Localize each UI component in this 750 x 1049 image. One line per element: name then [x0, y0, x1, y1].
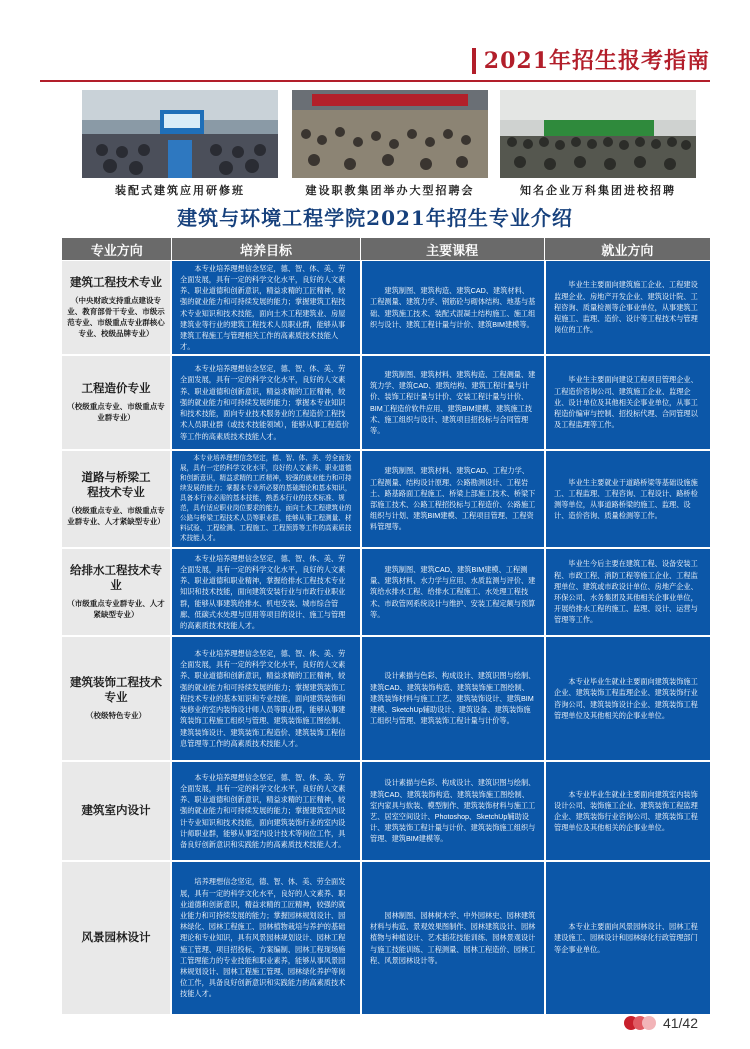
major-tag: （中央财政支持重点建设专业、教育部骨干专业、市级示范专业、市级重点专业群核心专业、校级品牌专业） [67, 296, 165, 338]
table-row [62, 356, 710, 449]
major-cell [62, 261, 172, 354]
goal-cell [172, 637, 360, 760]
courses-cell [360, 862, 544, 1014]
career-cell [544, 762, 710, 860]
table-row [62, 549, 710, 635]
major-name: 给排水工程技术专业 [70, 565, 162, 592]
page-number: 41/42 [662, 1015, 698, 1031]
major-cell [62, 862, 172, 1014]
career-text: 本专业毕业生就业主要面向建筑室内装饰设计公司、装饰施工企业、建筑装饰工程监理企业、建筑装饰行业咨询公司、建筑装饰工程管理单位及其他相关的企事业单位。 [554, 789, 698, 833]
career-text: 毕业生主要面向建设工程项目管理企业、工程造价咨询公司、建筑施工企业、监理企业、设计单位及其他相关企事业单位，从事工程造价编审与控制、招投标代理、合同管理以及工程监理等工作。 [554, 375, 698, 430]
header-goal: 培养目标 [171, 238, 359, 260]
career-cell [544, 637, 710, 760]
goal-text: 本专业培养理想信念坚定，德、智、体、美、劳全面发展，具有一定的科学文化水平，良好的人文素养、职业道德和创新意识，精益求精的工匠精神，较强的就业能力和可持续发展的能力；掌握建筑装饰工程技术专业的基本知识和专业技能，面向建筑装饰和装修业的室内装饰设计师人员等职业群，能够从事建筑装饰工程施工组织与管理、建筑装饰施工图绘制、建筑装饰设计、建筑装饰工程造价、建筑装饰工程信息管理等工作的高素质技术技能人才。 [180, 649, 346, 748]
goal-text: 本专业培养理想信念坚定，德、智、体、美、劳全面发展，具有一定的科学文化水平，良好的人文素养、职业道德和职业精神，掌握给排水工程技术专业知识和技术技能，面向建筑安装行业与市政行业职业群，能够从事建筑给排水、机电安装、城市综合管廊、低碳式水处理与回用等项目的设计、施工与管理的高素质技术技能人才。 [180, 553, 346, 631]
career-cell [544, 356, 710, 449]
major-name: 建筑装饰工程技术专业 [70, 677, 162, 704]
header-divider [40, 80, 710, 82]
courses-cell [360, 356, 544, 449]
courses-text: 设计素描与色彩、构成设计、建筑识图与绘制、建筑CAD、建筑装饰构造、建筑装饰施工图绘制、建筑装饰材料与施工工艺、建筑装饰设计、建筑BIM建模、SketchUp辅助设计、建筑设备、建筑装饰施工组织与管理、建筑装饰工程计量与计价等。 [370, 671, 536, 726]
courses-text: 建筑制图、建筑CAD、建筑BIM建模、工程测量、建筑材料、水力学与应用、水质监测与评价、建筑给水排水工程、给排水工程施工、水处理工程技术、市政管网系统设计与维护、安装工程定额与预算等。 [370, 564, 536, 619]
career-text: 毕业生主要面向建筑施工企业、工程建设监理企业、房地产开发企业、建筑设计院、工程咨询、质量检测等企事业单位，从事建筑工程施工、监理、造价、设计等工程技术与管理岗位的工作。 [554, 280, 698, 335]
goal-cell [172, 356, 360, 449]
header-major: 专业方向 [90, 242, 143, 258]
major-cell [62, 637, 172, 760]
photo-training-class [82, 90, 278, 178]
table-row [62, 862, 710, 1014]
courses-cell [360, 451, 544, 547]
goal-cell [172, 549, 360, 635]
photo-job-fair [292, 90, 488, 178]
courses-cell [360, 762, 544, 860]
goal-text: 本专业培养理想信念坚定，德、智、体、美、劳全面发展，具有一定的科学文化水平，良好的人文素养、职业道德和创新意识，精益求精的工匠精神，较强的就业能力和可持续发展的能力；掌握本专业知识和技术技能，面向专业技术服务业的工程造价工程技术人员职业群（或技术技能领域），能够从事工程造价等工作的高素质技术技能人才。 [180, 364, 349, 441]
career-cell [544, 261, 710, 354]
courses-cell [360, 261, 544, 354]
major-cell [62, 356, 172, 449]
photo-vanke-recruitment [500, 90, 696, 178]
career-text: 本专业毕业生就业主要面向建筑装饰施工企业、建筑装饰工程监理企业、建筑装饰行业咨询公司、建筑装饰设计企业、建筑装饰工程管理单位及其他相关的企事业单位。 [554, 677, 698, 720]
goal-cell [172, 762, 360, 860]
career-cell [544, 451, 710, 547]
courses-text: 建筑制图、建筑材料、建筑构造、工程测量、建筑力学、建筑CAD、建筑结构、建筑工程计量与计价、装饰工程计量与计价、安装工程计量与计价、BIM工程造价软件应用、建筑BIM建模、建筑施工技术、施工组织与设计、建筑项目招投标与合同管理等。 [370, 369, 536, 435]
goal-cell [172, 862, 360, 1014]
goal-text: 本专业培养理想信念坚定，德、智、体、美、劳全面发展，具有一定的科学文化水平，良好的人文素养、职业道德和创新意识，精益求精的工匠精神，较强的就业能力和可持续发展的能力；掌握建筑工程技术专业知识和技术技能，面向土木工程建筑业、房屋建筑业等行业的建筑工程技术人员职业群，能够从事建筑工程施工与管理相关工作的高素质技术技能人才。 [180, 263, 346, 352]
goal-text: 本专业培养理想信念坚定，德、智、体、美、劳全面发展，具有一定的科学文化水平，良好的人文素养、职业道德和创新意识，精益求精的工匠精神，较强的就业能力和可持续发展的能力；掌握建筑室内设计专业知识和技术技能，面向建筑装饰行业的室内设计师职业群，能够从事室内设计技术等岗位工作，具备良好创新意识和实践能力的高素质技术技能人才。 [180, 772, 346, 849]
header-courses: 主要课程 [360, 238, 544, 260]
courses-text: 园林制图、园林树木学、中外园林史、园林建筑材料与构造、景观效果图制作、园林建筑设计、园林植物与种植设计、艺术插花技能训练、园林景观设计与施工技能训练、工程测量、园林工程造价、园林工程、风景园林设计等。 [370, 910, 536, 965]
career-text: 本专业主要面向风景园林设计、园林工程建设施工、园林设计和园林绿化行政管理部门等企事业单位。 [554, 922, 698, 954]
career-cell [544, 862, 710, 1014]
courses-cell [360, 637, 544, 760]
table-row [62, 451, 710, 547]
major-tag: （校级特色专业） [86, 711, 146, 720]
major-name: 道路与桥梁工程技术专业 [81, 472, 151, 499]
major-cell [62, 451, 172, 547]
table-row [62, 762, 710, 860]
photo-caption: 装配式建筑应用研修班 [115, 184, 245, 197]
major-name: 建筑工程技术专业 [70, 277, 162, 289]
career-text: 毕业生主要就业于道路桥梁等基础设施施工、工程监理、工程咨询、工程设计、路桥检测等单位，从事道路桥梁的施工、监理、设计、造价咨询、质量检测等工作。 [554, 477, 698, 521]
goal-cell [172, 261, 360, 354]
courses-text: 建筑制图、建筑材料、建筑CAD、工程力学、工程测量、结构设计原理、公路勘测设计、工程岩土、路基路面工程施工、桥梁上部施工技术、桥梁下部施工技术、公路工程招投标与工程造价、公路施工组织与计划、建筑BIM建模、工程项目管理、工程资料管理等。 [370, 466, 536, 532]
major-cell [62, 762, 172, 860]
photo-caption: 知名企业万科集团进校招聘 [520, 184, 676, 197]
table-row [62, 637, 710, 760]
pager-dot-icon [642, 1016, 656, 1030]
major-name: 风景园林设计 [81, 931, 151, 944]
majors-table [62, 238, 710, 1016]
major-name: 建筑室内设计 [81, 804, 151, 817]
major-cell [62, 549, 172, 635]
major-tag: （校级重点专业、市级重点专业群专业、人才紧缺型专业） [67, 506, 165, 526]
goal-text: 本专业培养理想信念坚定，德、智、体、美、劳全面发展，具有一定的科学文化水平，良好的人文素养、职业道德和创新意识，精益求精的工匠精神，较强的就业能力和可持续发展的能力；掌握本专业所必要的基础理论和基本知识，具备本行业必需的基本技能，熟悉本行业的技术标准、规范，具有适应职业岗位要求的能力，面向土木工程建筑业的公路与桥梁工程技术人员等职业群，能够从事工程测量、材料试验、工程检测、工程施工、工程预算等工作的高素质技术技能人才。 [180, 455, 352, 542]
career-text: 毕业生今后主要在建筑工程、设备安装工程、市政工程、消防工程等施工企业、工程监理单位、建筑或市政设计单位、房地产企业、环保公司、水务集团及其他相关企事业单位，开展给排水工程的施工、监理、设计、运营与管理等工作。 [554, 559, 698, 625]
major-tag: （校级重点专业、市级重点专业群专业） [67, 402, 165, 422]
section-title: 建筑与环境工程学院2021年招生专业介绍 [177, 206, 573, 230]
courses-text: 建筑制图、建筑构造、建筑CAD、建筑材料、工程测量、建筑力学、钢筋砼与砌体结构、地基与基础、建筑施工技术、装配式混凝土结构施工、施工组织与设计、建筑工程计量与计价、建筑BIM建模等。 [370, 286, 536, 329]
courses-cell [360, 549, 544, 635]
table-header [62, 238, 710, 260]
table-row [62, 261, 710, 354]
goal-text: 培养理想信念坚定，德、智、体、美、劳全面发展，具有一定的科学文化水平，良好的人文素养、职业道德和创新意识，精益求精的工匠精神，较强的就业能力和可持续发展的能力；掌握园林规划设计、园林绿化、园林工程施工、园林植物栽培与养护的基础理论和专业知识，具有风景园林规划设计、园林工程施工管理、项目招投标、方案编制、园林工程现场施工管理能力的专业技能和职业素养，能够从事风景园林规划设计、园林工程施工管理、园林绿化养护等岗位工作，具备良好创新意识和实践能力的高素质技术技能人才。 [180, 877, 346, 999]
header-career: 就业方向 [544, 238, 710, 260]
photo-caption: 建设职教集团举办大型招聘会 [305, 184, 475, 197]
guide-title: 2021年招生报考指南 [472, 48, 710, 74]
major-tag: （市级重点专业群专业、人才紧缺型专业） [67, 599, 165, 619]
career-cell [544, 549, 710, 635]
major-name: 工程造价专业 [81, 383, 151, 395]
page-indicator [624, 1015, 698, 1031]
goal-cell [172, 451, 360, 547]
courses-text: 设计素描与色彩、构成设计、建筑识图与绘制、建筑CAD、建筑装饰构造、建筑装饰施工图绘制、室内家具与软装、模型制作、建筑装饰材料与施工工艺、居室空间设计、Photoshop、SketchUp辅助设计、建筑装饰工程计量与计价、建筑装饰施工组织与管理、建筑BIM建模等。 [370, 778, 536, 844]
